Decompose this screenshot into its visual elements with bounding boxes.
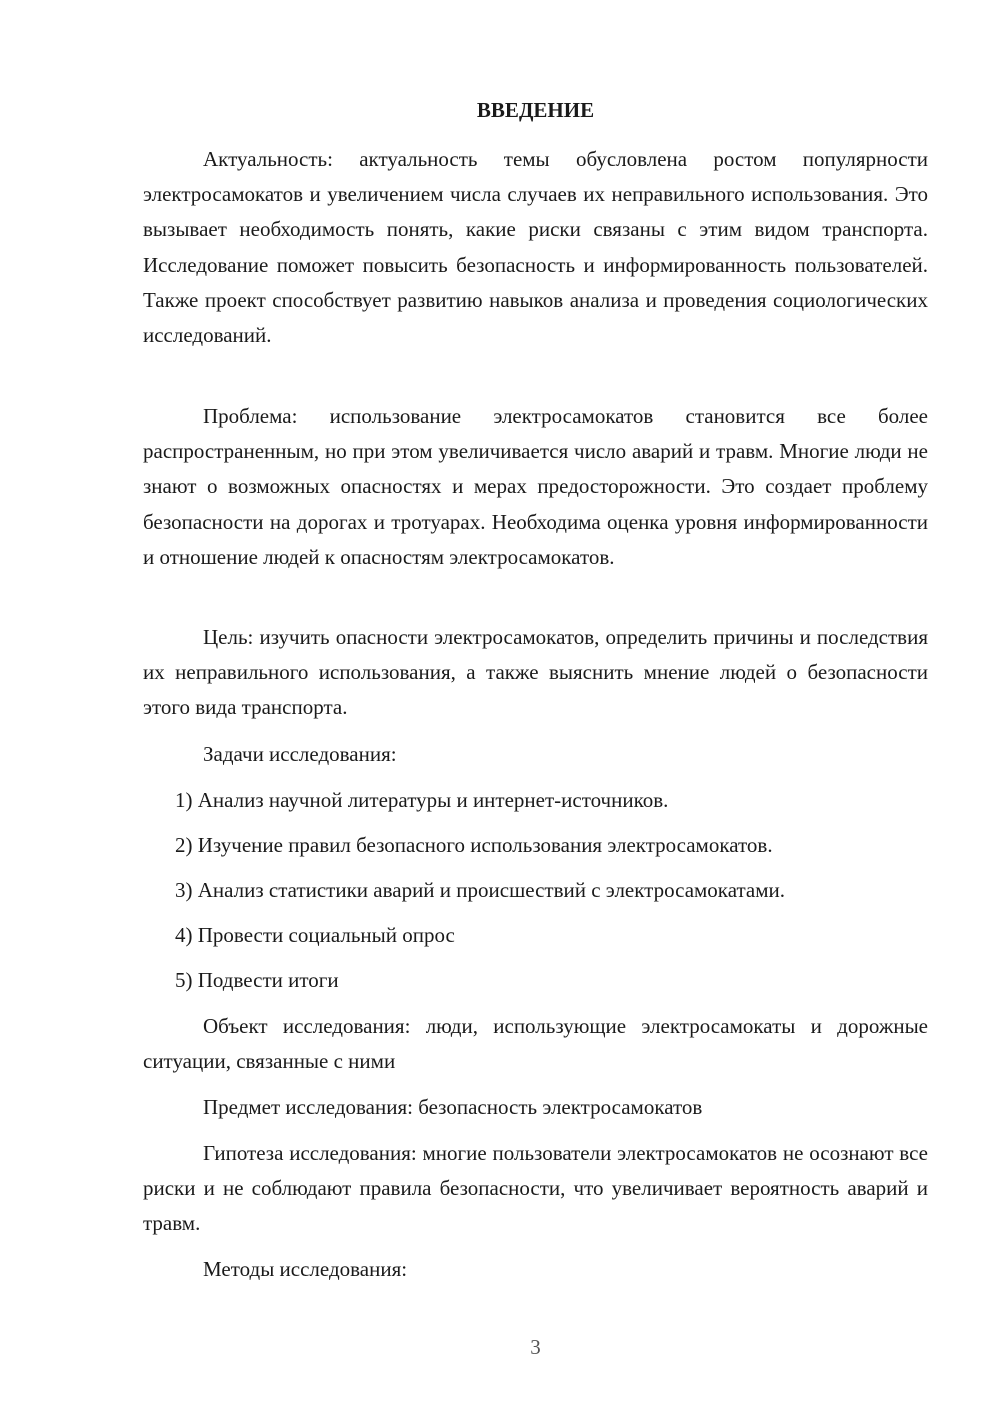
page-number: 3 — [530, 1335, 541, 1359]
object-paragraph: Объект исследования: люди, использующие электросамокаты и дорожные ситуации, связанные с ними — [143, 1014, 928, 1074]
task-item: 5) Подвести итоги — [175, 968, 339, 992]
tasks-heading: Задачи исследования: — [203, 742, 397, 766]
goal-paragraph: Цель: изучить опасности электросамокатов, определить причины и последствия их неправильного использования, а также выяснить мнение людей о безопасности этого вида транспорта. — [143, 625, 928, 720]
task-item: 1) Анализ научной литературы и интернет-источников. — [175, 788, 669, 812]
methods-heading: Методы исследования: — [203, 1257, 408, 1281]
hypothesis-paragraph: Гипотеза исследования: многие пользователи электросамокатов не осознают все риски и не соблюдают правила безопасности, что увеличивает вероятность аварий и травм. — [143, 1141, 928, 1236]
problem-paragraph: Проблема: использование электросамокатов становится все более распространенным, но при этом увеличивается число аварий и травм. Многие люди не знают о возможных опасностях и мерах предосторожности. Это создает проблему безопасности на дорогах и тротуарах. Необходима оценка уровня информированности и отношение людей к опасностям электросамокатов. — [143, 404, 928, 569]
task-item: 4) Провести социальный опрос — [175, 923, 455, 947]
task-item: 2) Изучение правил безопасного использования электросамокатов. — [175, 833, 773, 857]
relevance-paragraph: Актуальность: актуальность темы обусловлена ростом популярности электросамокатов и увеличением числа случаев их неправильного использования. Это вызывает необходимость понять, какие риски связаны с этим видом транспорта. Исследование поможет повысить безопасность и информированность пользователей. Также проект способствует развитию навыков анализа и проведения социологических исследований. — [143, 147, 928, 348]
section-title: ВВЕДЕНИЕ — [476, 98, 595, 122]
subject-paragraph: Предмет исследования: безопасность электросамокатов — [203, 1095, 703, 1119]
task-item: 3) Анализ статистики аварий и происшествий с электросамокатами. — [175, 878, 786, 902]
